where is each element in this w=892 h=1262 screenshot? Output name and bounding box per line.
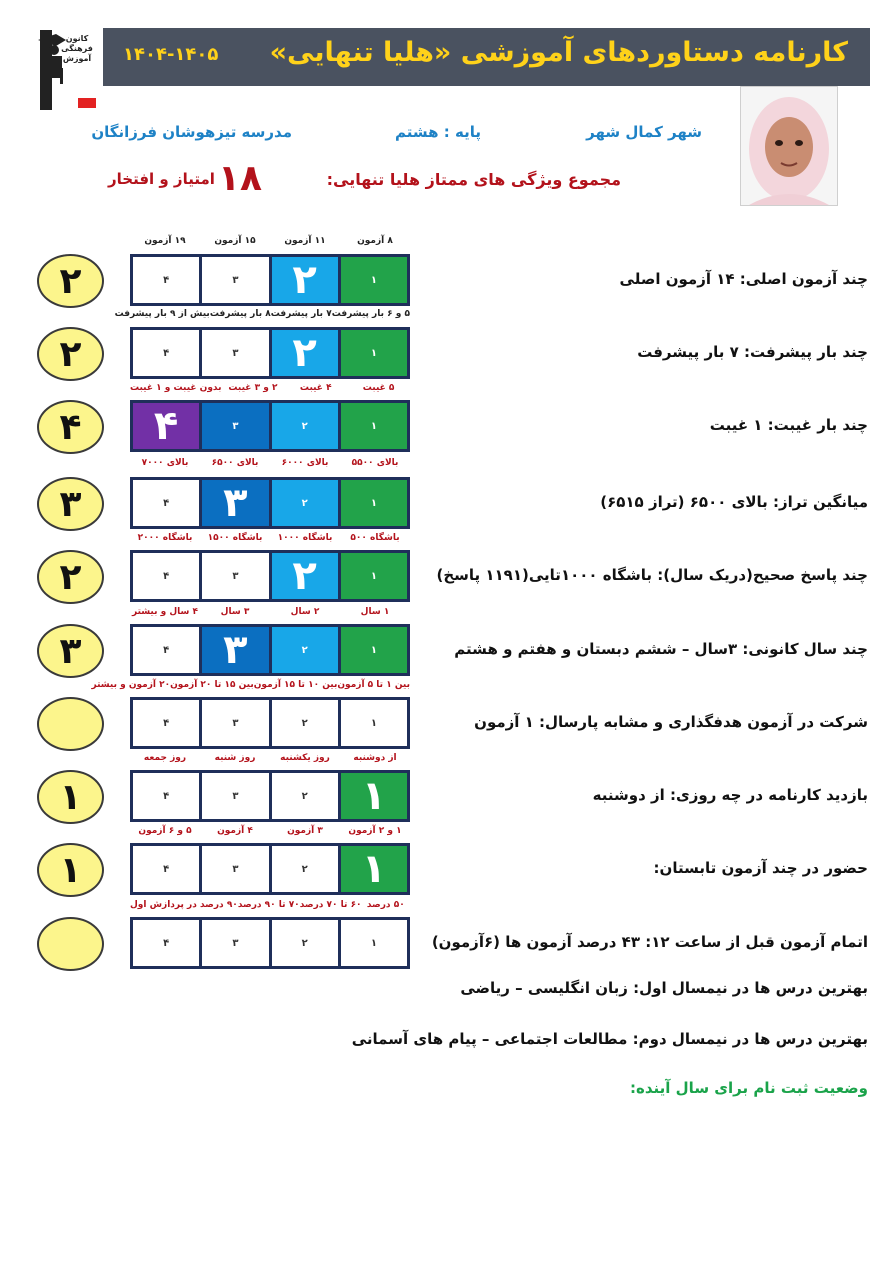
- column-label: روز شنبه: [214, 753, 256, 763]
- level-cell-3: ۳: [202, 627, 268, 673]
- level-cell-1: ۱: [341, 773, 407, 819]
- column-label: از دوشنبه: [353, 753, 397, 763]
- column-label: ۸ آزمون: [357, 236, 393, 246]
- score-badge: ۳: [37, 477, 104, 531]
- level-cell-1: ۱: [341, 330, 407, 376]
- column-label: بین ۱۵ تا ۲۰ آزمون: [170, 680, 254, 690]
- column-label: ۵ و ۶ بار پیشرفت: [331, 309, 410, 319]
- row-column-labels: [130, 533, 410, 547]
- score-badge: ۲: [37, 327, 104, 381]
- level-cell-2: ۲: [272, 700, 338, 746]
- level-cell-1: ۱: [341, 553, 407, 599]
- logo-line-2: فرهنگی: [61, 44, 93, 53]
- column-label: ۳ سال: [220, 607, 250, 617]
- level-cell-3: ۳: [202, 403, 268, 449]
- level-grid: [130, 550, 410, 602]
- level-cell-2: ۲: [272, 920, 338, 966]
- column-label: ۴ غیبت: [299, 383, 332, 393]
- student-portrait-icon: [741, 87, 837, 205]
- column-label: بیش از ۹ بار پیشرفت: [114, 309, 210, 319]
- level-cell-3: ۳: [202, 553, 268, 599]
- achievement-label: چند بار پیشرفت: ۷ بار پیشرفت: [637, 343, 868, 361]
- column-label: ۱۱ آزمون: [284, 236, 326, 246]
- column-label: ۲۰ آزمون و بیشتر: [91, 680, 171, 690]
- column-label: بدون غیبت و ۱ غیبت: [129, 383, 222, 393]
- level-cell-2: ۲: [272, 553, 338, 599]
- column-label: ۹۰ درصد در پردازش اول: [130, 900, 238, 910]
- column-label: ۱۹ آزمون: [144, 236, 186, 246]
- level-cell-4: ۴: [133, 920, 199, 966]
- academic-years: ۱۴۰۴-۱۴۰۵: [123, 44, 219, 65]
- score-badge: ۱: [37, 770, 104, 824]
- level-cell-3: ۳: [202, 700, 268, 746]
- level-grid: [130, 697, 410, 749]
- level-cell-3: ۳: [202, 330, 268, 376]
- level-cell-4: ۴: [133, 330, 199, 376]
- level-cell-3: ۳: [202, 773, 268, 819]
- row-column-labels: [130, 826, 410, 840]
- achievement-label: چند بار غیبت: ۱ غیبت: [709, 416, 868, 434]
- level-cell-4: ۴: [133, 846, 199, 892]
- row-column-labels: [130, 753, 410, 767]
- column-label: بین ۱ تا ۵ آزمون: [337, 680, 410, 690]
- row-column-labels: [130, 607, 410, 621]
- achievement-label: اتمام آزمون قبل از ساعت ۱۲: ۴۳ درصد آزمون ها (۶آزمون): [431, 933, 868, 951]
- column-label: روز یکشنبه: [280, 753, 330, 763]
- level-cell-4: ۴: [133, 627, 199, 673]
- column-label: ۴ آزمون: [217, 826, 253, 836]
- best-subjects-term-2: بهترین درس ها در نیمسال دوم: مطالعات اجتماعی – پیام های آسمانی: [351, 1030, 868, 1048]
- level-grid: [130, 770, 410, 822]
- level-cell-4: ۴: [133, 553, 199, 599]
- student-school: مدرسه تیزهوشان فرزانگان: [91, 123, 292, 141]
- row-column-labels: [130, 900, 410, 914]
- level-cell-4: ۴: [133, 480, 199, 526]
- column-label: ۵ غیبت: [362, 383, 395, 393]
- level-cell-2: ۲: [272, 330, 338, 376]
- traits-label: مجموع ویژگی های ممتاز هلیا تنهایی:: [326, 170, 621, 189]
- page-title: کارنامه دستاوردهای آموزشی «هلیا تنهایی»: [269, 37, 848, 68]
- level-cell-1: ۱: [341, 700, 407, 746]
- level-cell-1: ۱: [341, 846, 407, 892]
- level-cell-2: ۲: [272, 480, 338, 526]
- kanoon-logo: [32, 28, 98, 112]
- column-label: ۶۰ تا ۷۰ درصد: [299, 900, 362, 910]
- score-badge: [37, 917, 104, 971]
- level-cell-2: ۲: [272, 773, 338, 819]
- column-label: بالای ۵۵۰۰: [351, 458, 399, 468]
- row-column-labels: [130, 383, 410, 397]
- student-city: شهر کمال شهر: [586, 123, 702, 141]
- level-cell-3: ۳: [202, 920, 268, 966]
- traits-count: ۱۸: [218, 158, 262, 199]
- column-label: بالای ۷۰۰۰: [141, 458, 189, 468]
- level-cell-3: ۳: [202, 846, 268, 892]
- column-label: ۲ سال: [290, 607, 320, 617]
- level-cell-4: ۴: [133, 257, 199, 303]
- column-label: بین ۱۰ تا ۱۵ آزمون: [253, 680, 338, 690]
- student-grade: پایه : هشتم: [395, 123, 481, 141]
- score-badge: ۳: [37, 624, 104, 678]
- level-cell-2: ۲: [272, 846, 338, 892]
- column-label: ۸ بار پیشرفت: [209, 309, 271, 319]
- column-label: باشگاه ۱۵۰۰: [207, 533, 263, 543]
- column-label: ۷ بار پیشرفت: [270, 309, 332, 319]
- level-cell-1: ۱: [341, 920, 407, 966]
- score-badge: ۴: [37, 400, 104, 454]
- column-label: ۵۰ درصد: [366, 900, 405, 910]
- achievement-label: چند آزمون اصلی: ۱۴ آزمون اصلی: [619, 270, 868, 288]
- level-grid: [130, 477, 410, 529]
- level-grid: [130, 254, 410, 306]
- column-label: ۲ و ۳ غیبت: [228, 383, 278, 393]
- logo-line-3: آموزش: [62, 54, 92, 63]
- score-badge: ۲: [37, 254, 104, 308]
- column-label: بالای ۶۰۰۰: [281, 458, 329, 468]
- level-grid: [130, 624, 410, 676]
- column-label: ۴ سال و بیشتر: [131, 607, 199, 617]
- column-label: باشگاه ۲۰۰۰: [137, 533, 193, 543]
- level-grid: [130, 400, 410, 452]
- achievement-label: بازدید کارنامه در چه روزی: از دوشنبه: [592, 786, 868, 804]
- column-label: باشگاه ۵۰۰: [350, 533, 400, 543]
- level-grid: [130, 327, 410, 379]
- column-label: ۷۰ تا ۹۰ درصد: [237, 900, 300, 910]
- best-subjects-term-1: بهترین درس ها در نیمسال اول: زبان انگلیسی – ریاضی: [460, 979, 868, 997]
- achievement-label: حضور در چند آزمون تابستان:: [653, 859, 868, 877]
- level-grid: [130, 843, 410, 895]
- column-label: ۱ سال: [360, 607, 390, 617]
- column-label: ۱۵ آزمون: [214, 236, 256, 246]
- achievement-label: چند سال کانونی: ۳سال – ششم دبستان و هفتم و هشتم: [454, 640, 868, 658]
- level-cell-1: ۱: [341, 403, 407, 449]
- level-grid: [130, 917, 410, 969]
- column-label: باشگاه ۱۰۰۰: [277, 533, 333, 543]
- column-label: ۱ و ۲ آزمون: [348, 826, 402, 836]
- level-cell-2: ۲: [272, 257, 338, 303]
- level-cell-1: ۱: [341, 480, 407, 526]
- row-column-labels: [114, 309, 410, 323]
- row-column-labels: [91, 680, 410, 694]
- column-label: روز جمعه: [143, 753, 187, 763]
- level-cell-4: ۴: [133, 403, 199, 449]
- score-badge: [37, 697, 104, 751]
- registration-status: وضعیت ثبت نام برای سال آینده:: [630, 1079, 868, 1097]
- level-cell-3: ۳: [202, 257, 268, 303]
- column-label: ۳ آزمون: [287, 826, 323, 836]
- column-label: ۵ و ۶ آزمون: [138, 826, 192, 836]
- header-bar: [103, 28, 870, 86]
- column-label: بالای ۶۵۰۰: [211, 458, 259, 468]
- achievement-label: چند پاسخ صحیح(دریک سال): باشگاه ۱۰۰۰تایی(۱۱۹۱ پاسخ): [436, 566, 868, 584]
- score-badge: ۲: [37, 550, 104, 604]
- level-cell-2: ۲: [272, 403, 338, 449]
- traits-unit: امتیاز و افتخار: [108, 170, 215, 188]
- logo-line-1: کانون: [65, 34, 89, 43]
- row-column-labels: [130, 458, 410, 472]
- achievement-label: میانگین تراز: بالای ۶۵۰۰ (تراز ۶۵۱۵): [600, 493, 868, 511]
- level-cell-4: ۴: [133, 700, 199, 746]
- student-photo: [740, 86, 838, 206]
- score-badge: ۱: [37, 843, 104, 897]
- logo-line-4: قلم چی: [61, 82, 93, 91]
- level-cell-1: ۱: [341, 627, 407, 673]
- level-cell-2: ۲: [272, 627, 338, 673]
- level-cell-3: ۳: [202, 480, 268, 526]
- achievement-label: شرکت در آزمون هدفگذاری و مشابه پارسال: ۱ آزمون: [474, 713, 868, 731]
- level-cell-1: ۱: [341, 257, 407, 303]
- row-column-labels: [130, 236, 410, 250]
- level-cell-4: ۴: [133, 773, 199, 819]
